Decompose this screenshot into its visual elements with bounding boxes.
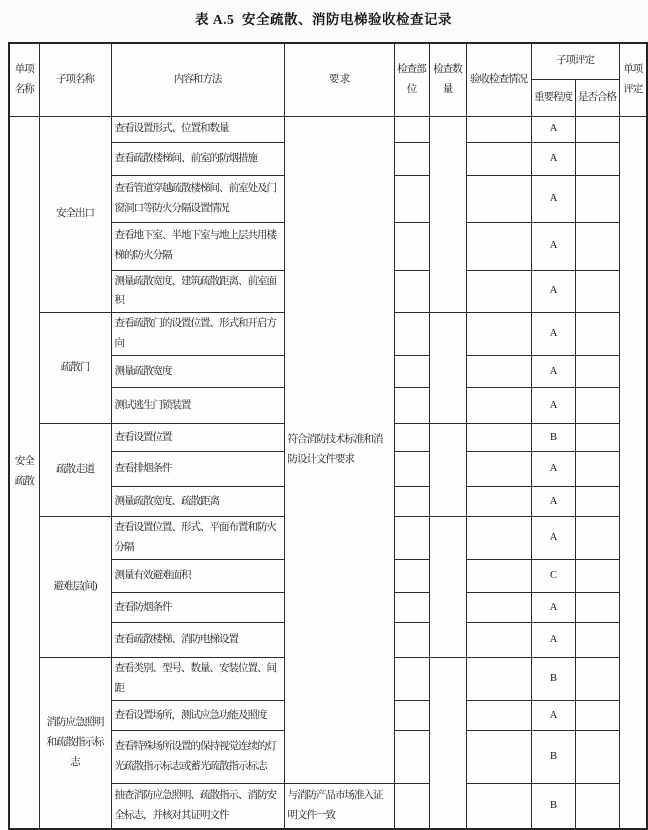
- qualified-cell: [575, 388, 619, 424]
- content-cell: 测量疏散宽度: [111, 356, 284, 388]
- acceptance-check-cell: [466, 593, 531, 623]
- importance-cell: A: [531, 593, 575, 623]
- header-subitem-eval: 子项评定: [531, 43, 619, 79]
- check-quantity-cell: [429, 658, 466, 829]
- check-location-cell: [394, 487, 429, 517]
- subitem-name-cell: 疏散走道: [39, 424, 111, 517]
- check-location-cell: [394, 560, 429, 593]
- acceptance-check-cell: [466, 517, 531, 560]
- check-location-cell: [394, 388, 429, 424]
- qualified-cell: [575, 623, 619, 658]
- qualified-cell: [575, 658, 619, 701]
- check-location-cell: [394, 623, 429, 658]
- header-check-quantity: 检查数量: [429, 43, 466, 116]
- acceptance-check-cell: [466, 175, 531, 222]
- content-cell: 查看设置位置: [111, 424, 284, 452]
- acceptance-check-cell: [466, 116, 531, 142]
- check-location-cell: [394, 593, 429, 623]
- item-eval-cell: [619, 116, 647, 829]
- content-cell: 查看管道穿越疏散楼梯间、前室处及门窗洞口等防火分隔设置情况: [111, 175, 284, 222]
- check-location-cell: [394, 424, 429, 452]
- content-cell: 测试逃生门锁装置: [111, 388, 284, 424]
- check-quantity-cell: [429, 313, 466, 424]
- importance-cell: A: [531, 222, 575, 270]
- subitem-name-cell: 避难层(间): [39, 517, 111, 658]
- header-importance: 重要程度: [531, 79, 575, 116]
- header-acceptance-check: 验收检查情况: [466, 43, 531, 116]
- item-name-cell: 安全疏散: [9, 116, 39, 829]
- acceptance-check-cell: [466, 222, 531, 270]
- content-cell: 查看设置位置、形式、平面布置和防火分隔: [111, 517, 284, 560]
- importance-cell: A: [531, 175, 575, 222]
- table-row: [9, 116, 647, 142]
- importance-cell: A: [531, 487, 575, 517]
- importance-cell: B: [531, 784, 575, 829]
- check-location-cell: [394, 658, 429, 701]
- acceptance-check-cell: [466, 356, 531, 388]
- requirement-cell: 符合消防技术标准和消防设计文件要求: [284, 116, 394, 784]
- acceptance-check-cell: [466, 623, 531, 658]
- check-location-cell: [394, 116, 429, 142]
- content-cell: 查看类别、型号、数量、安装位置、间距: [111, 658, 284, 701]
- table-title: 表 A.5 安全疏散、消防电梯验收检查记录: [195, 12, 452, 27]
- importance-cell: A: [531, 270, 575, 313]
- acceptance-check-cell: [466, 452, 531, 487]
- check-location-cell: [394, 142, 429, 175]
- importance-cell: A: [531, 313, 575, 356]
- check-location-cell: [394, 517, 429, 560]
- acceptance-check-cell: [466, 701, 531, 731]
- importance-cell: A: [531, 142, 575, 175]
- qualified-cell: [575, 701, 619, 731]
- check-location-cell: [394, 784, 429, 829]
- content-cell: 查看排烟条件: [111, 452, 284, 487]
- subitem-name-cell: 消防应急照明和疏散指示标志: [39, 658, 111, 829]
- qualified-cell: [575, 222, 619, 270]
- content-cell: 查看疏散楼梯、消防电梯设置: [111, 623, 284, 658]
- subitem-name-cell: 安全出口: [39, 116, 111, 313]
- qualified-cell: [575, 175, 619, 222]
- importance-cell: A: [531, 517, 575, 560]
- check-location-cell: [394, 356, 429, 388]
- acceptance-check-cell: [466, 424, 531, 452]
- acceptance-check-cell: [466, 270, 531, 313]
- inspection-table: [8, 42, 648, 830]
- acceptance-check-cell: [466, 560, 531, 593]
- qualified-cell: [575, 424, 619, 452]
- check-location-cell: [394, 452, 429, 487]
- content-cell: 测量疏散宽度、建筑疏散距离、前室面积: [111, 270, 284, 313]
- content-cell: 查看疏散楼梯间、前室的防烟措施: [111, 142, 284, 175]
- header-content-method: 内容和方法: [111, 43, 284, 116]
- qualified-cell: [575, 116, 619, 142]
- qualified-cell: [575, 517, 619, 560]
- qualified-cell: [575, 487, 619, 517]
- content-cell: 查看设置形式、位置和数量: [111, 116, 284, 142]
- qualified-cell: [575, 784, 619, 829]
- header-requirement: 要 求: [284, 43, 394, 116]
- importance-cell: B: [531, 731, 575, 784]
- check-quantity-cell: [429, 424, 466, 517]
- subitem-name-cell: 疏散门: [39, 313, 111, 424]
- requirement-last-cell: 与消防产品市场准入证明文件一致: [284, 784, 394, 829]
- content-cell: 查看疏散门的设置位置、形式和开启方向: [111, 313, 284, 356]
- acceptance-check-cell: [466, 313, 531, 356]
- check-quantity-cell: [429, 116, 466, 313]
- check-location-cell: [394, 175, 429, 222]
- qualified-cell: [575, 731, 619, 784]
- header-item-name: 单项名称: [9, 43, 39, 116]
- importance-cell: A: [531, 116, 575, 142]
- content-cell: 抽查消防应急照明、疏散指示、消防安全标志，并核对其证明文件: [111, 784, 284, 829]
- content-cell: 查看防烟条件: [111, 593, 284, 623]
- acceptance-check-cell: [466, 142, 531, 175]
- importance-cell: B: [531, 658, 575, 701]
- qualified-cell: [575, 142, 619, 175]
- check-location-cell: [394, 701, 429, 731]
- acceptance-check-cell: [466, 731, 531, 784]
- importance-cell: A: [531, 356, 575, 388]
- content-cell: 测量疏散宽度、疏散距离: [111, 487, 284, 517]
- acceptance-check-cell: [466, 487, 531, 517]
- header-row-1: [9, 43, 647, 79]
- qualified-cell: [575, 270, 619, 313]
- header-item-eval: 单项评定: [619, 43, 647, 116]
- importance-cell: A: [531, 388, 575, 424]
- check-location-cell: [394, 731, 429, 784]
- qualified-cell: [575, 356, 619, 388]
- header-qualified: 是否合格: [575, 79, 619, 116]
- check-location-cell: [394, 270, 429, 313]
- qualified-cell: [575, 560, 619, 593]
- acceptance-check-cell: [466, 388, 531, 424]
- importance-cell: C: [531, 560, 575, 593]
- importance-cell: A: [531, 623, 575, 658]
- content-cell: 测量有效避难面积: [111, 560, 284, 593]
- check-quantity-cell: [429, 517, 466, 658]
- content-cell: 查看设置场所，测试应急功能及照度: [111, 701, 284, 731]
- check-location-cell: [394, 313, 429, 356]
- header-check-location: 检查部位: [394, 43, 429, 116]
- importance-cell: A: [531, 701, 575, 731]
- importance-cell: B: [531, 424, 575, 452]
- qualified-cell: [575, 452, 619, 487]
- qualified-cell: [575, 593, 619, 623]
- header-subitem-name: 子项名称: [39, 43, 111, 116]
- content-cell: 查看地下室、半地下室与地上层共用楼梯的防火分隔: [111, 222, 284, 270]
- content-cell: 查看特殊场所设置的保持视觉连续的灯光疏散指示标志或蓄光疏散指示标志: [111, 731, 284, 784]
- importance-cell: A: [531, 452, 575, 487]
- acceptance-check-cell: [466, 784, 531, 829]
- check-location-cell: [394, 222, 429, 270]
- qualified-cell: [575, 313, 619, 356]
- acceptance-check-cell: [466, 658, 531, 701]
